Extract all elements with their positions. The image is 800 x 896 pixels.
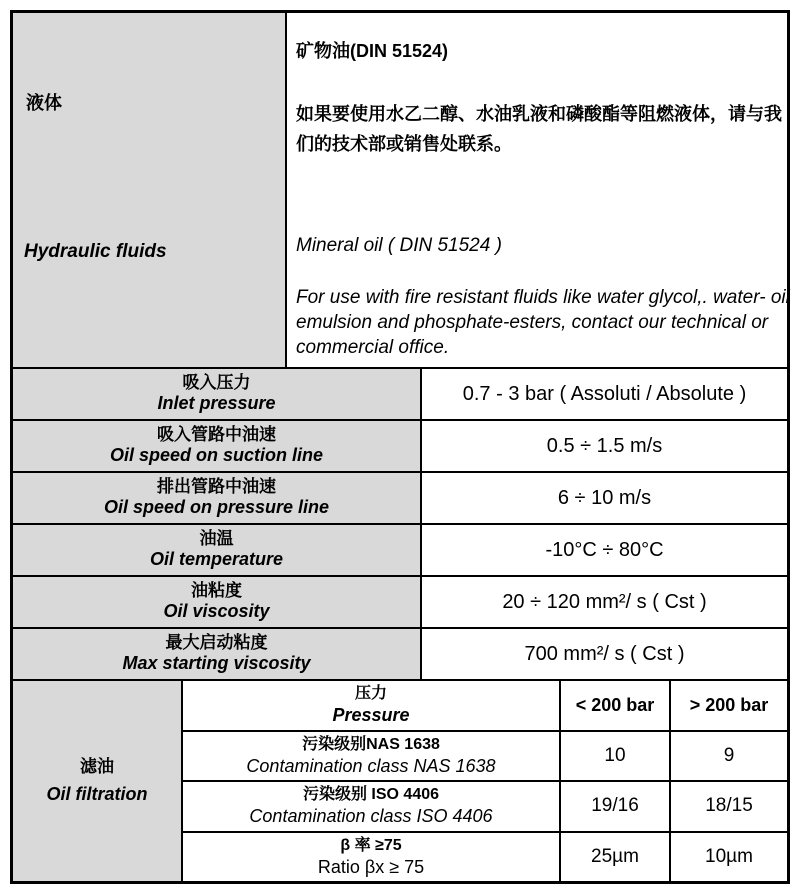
row-label-oil-speed-pressure bbox=[13, 473, 422, 523]
row-label-inlet-pressure bbox=[13, 369, 422, 419]
pressure-header-en: Pressure bbox=[332, 705, 410, 725]
row-oil-viscosity bbox=[13, 577, 787, 629]
row-label-en: Oil viscosity bbox=[163, 601, 270, 622]
row-label-oil-temperature bbox=[13, 525, 422, 575]
row-label-zh: 吸入管路中油速 bbox=[157, 424, 276, 444]
row-label-oil-viscosity bbox=[13, 577, 422, 627]
filtration-header-row bbox=[183, 681, 787, 732]
row-label-en: Oil speed on pressure line bbox=[103, 497, 330, 518]
row-label-zh: 排出管路中油速 bbox=[157, 476, 276, 496]
row-oil-speed-suction bbox=[13, 421, 787, 473]
mineral-oil-text-zh: 矿物油(DIN 51524) bbox=[296, 41, 449, 61]
pressure-header-cell bbox=[183, 681, 561, 730]
col-header-lt-200bar: < 200 bar bbox=[561, 681, 671, 730]
mineral-oil-text-en: Mineral oil ( DIN 51524 ) bbox=[296, 235, 502, 256]
beta-ratio-value-lt-200bar: 25µm bbox=[561, 833, 671, 882]
fluids-section bbox=[13, 13, 790, 369]
row-label-en: Inlet pressure bbox=[157, 393, 276, 414]
row-label-zh: 最大启动粘度 bbox=[165, 632, 268, 652]
iso-4406-label-en: Contamination class ISO 4406 bbox=[249, 806, 493, 826]
nas-1638-value-gt-200bar: 9 bbox=[723, 744, 735, 766]
nas-1638-label-en: Contamination class NAS 1638 bbox=[246, 755, 496, 776]
row-value-max-starting-viscosity: 700 mm²/ s ( Cst ) bbox=[422, 629, 787, 679]
nas-1638-label-zh: 污染级别NAS 1638 bbox=[302, 735, 440, 753]
fluids-description-cell bbox=[287, 13, 790, 367]
row-label-zh: 油粘度 bbox=[191, 580, 242, 600]
row-oil-temperature bbox=[13, 525, 787, 577]
filtration-section bbox=[13, 681, 787, 881]
iso-4406-value-lt-200bar: 19/16 bbox=[561, 782, 671, 831]
row-label-zh: 吸入压力 bbox=[182, 372, 251, 392]
filtration-label-en: Oil filtration bbox=[46, 784, 148, 805]
fluids-label-cell bbox=[13, 13, 287, 367]
nas-1638-value-lt-200bar: 10 bbox=[561, 732, 671, 781]
row-label-max-starting-viscosity bbox=[13, 629, 422, 679]
iso-4406-value-gt-200bar: 18/15 bbox=[705, 795, 753, 817]
filtration-row-beta-ratio bbox=[183, 833, 787, 882]
pressure-header-zh: 压力 bbox=[354, 685, 387, 702]
fluids-label-en: Hydraulic fluids bbox=[24, 241, 167, 262]
fluids-label-zh: 液体 bbox=[26, 93, 62, 113]
hydraulic-spec-table bbox=[10, 10, 790, 884]
beta-ratio-label-cell bbox=[183, 833, 561, 882]
filtration-label-cell bbox=[13, 681, 183, 881]
filtration-label-zh: 滤油 bbox=[80, 757, 114, 776]
row-value-oil-temperature: -10°C ÷ 80°C bbox=[422, 525, 787, 575]
filtration-row-nas-1638 bbox=[183, 732, 787, 783]
row-label-zh: 油温 bbox=[199, 528, 234, 548]
filtration-subtable bbox=[183, 681, 787, 881]
row-value-oil-speed-pressure: 6 ÷ 10 m/s bbox=[422, 473, 787, 523]
beta-ratio-label-en: Ratio βx ≥ 75 bbox=[317, 856, 425, 877]
row-inlet-pressure bbox=[13, 369, 787, 421]
row-label-en: Max starting viscosity bbox=[122, 653, 311, 674]
row-oil-speed-pressure bbox=[13, 473, 787, 525]
row-value-oil-viscosity: 20 ÷ 120 mm²/ s ( Cst ) bbox=[422, 577, 787, 627]
row-label-en: Oil temperature bbox=[149, 549, 284, 570]
beta-ratio-label-zh: β 率 ≥75 bbox=[340, 836, 402, 854]
row-label-oil-speed-suction bbox=[13, 421, 422, 471]
filtration-row-iso-4406 bbox=[183, 782, 787, 833]
row-label-en: Oil speed on suction line bbox=[109, 445, 324, 466]
fire-resistant-note-en: For use with fire resistant fluids like water glycol,. water- oil emulsion and phosphate-esters, contact our technical or commercial office. bbox=[296, 287, 790, 358]
beta-ratio-value-gt-200bar: 10µm bbox=[705, 845, 753, 867]
row-max-starting-viscosity bbox=[13, 629, 787, 681]
nas-1638-label-cell bbox=[183, 732, 561, 781]
iso-4406-label-zh: 污染级别 ISO 4406 bbox=[302, 786, 440, 803]
row-value-oil-speed-suction: 0.5 ÷ 1.5 m/s bbox=[422, 421, 787, 471]
fire-resistant-note-zh: 如果要使用水乙二醇、水油乳液和磷酸酯等阻燃液体，请与我们的技术部或销售处联系。 bbox=[296, 104, 782, 154]
iso-4406-label-cell bbox=[183, 782, 561, 831]
row-value-inlet-pressure: 0.7 - 3 bar ( Assoluti / Absolute ) bbox=[422, 369, 787, 419]
col-header-gt-200bar: > 200 bar bbox=[689, 694, 769, 715]
